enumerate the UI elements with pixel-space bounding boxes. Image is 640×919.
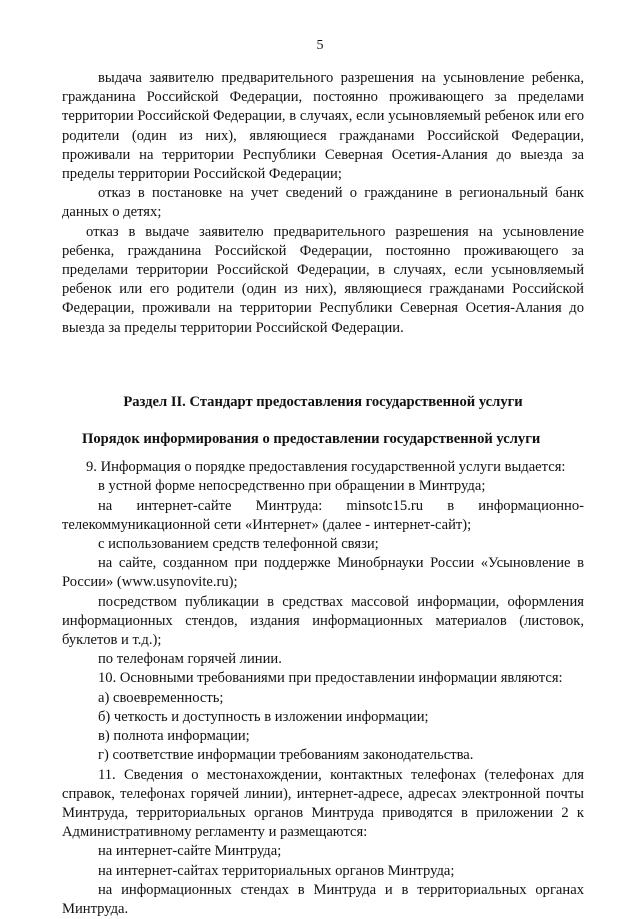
section-subtitle: Порядок информирования о предоставлении государственной услуги — [82, 431, 541, 448]
body-paragraph: по телефонам горячей линии. — [98, 651, 282, 668]
section-title: Раздел II. Стандарт предоставления государственной услуги — [123, 393, 523, 410]
body-paragraph: на интернет-сайте Минтруда: minsotc15.ru в информационно-телекоммуникационной сети «Интернет» (далее - интернет-сайт); — [62, 497, 584, 533]
intro-paragraph: выдача заявителю предварительного разрешения на усыновление ребенка, гражданина Российской Федерации, постоянно проживающего за пределами территории Российской Федерации, в случаях, если усыновляемый ребенок или его родители (один из них), являющиеся гражданами Российской Федерации, проживали на территории Республики Северная Осетия-Алания до выезда за пределы территории Российской Федерации; — [62, 70, 584, 183]
body-paragraph: 9. Информация о порядке предоставления государственной услуги выдается: — [86, 459, 566, 476]
body-paragraph: 11. Сведения о местонахождении, контактных телефонах (телефонах для справок, телефонах горячей линии), интернет-адресе, адресах электронной почты Минтруда, территориальных органов Минтруда приводятся в приложении 2 к Административному регламенту и размещаются: — [62, 766, 584, 841]
list-item: б) четкость и доступность в изложении информации; — [98, 708, 429, 725]
list-item: на интернет-сайте Минтруда; — [98, 843, 282, 860]
list-item: на интернет-сайтах территориальных органов Минтруда; — [98, 862, 455, 879]
list-item: а) своевременность; — [98, 689, 224, 706]
spacer — [62, 338, 584, 393]
spacer — [62, 449, 584, 458]
body-paragraph: 10. Основными требованиями при предоставлении информации являются: — [98, 670, 563, 687]
list-item: на информационных стендах в Минтруда и в территориальных органах Минтруда. — [62, 881, 584, 917]
body-paragraph: посредством публикации в средствах массовой информации, оформления информационных стендов, издания информационных материалов (листовок, буклетов и т.д.); — [62, 593, 584, 649]
page-number: 5 — [316, 38, 324, 53]
body-paragraph: с использованием средств телефонной связи; — [98, 536, 379, 553]
spacer — [62, 412, 584, 430]
body-paragraph: в устной форме непосредственно при обращении в Минтруда; — [98, 478, 486, 495]
list-item: в) полнота информации; — [98, 728, 250, 745]
intro-paragraph: отказ в постановке на учет сведений о гражданине в региональный банк данных о детях; — [62, 185, 584, 221]
intro-paragraph: отказ в выдаче заявителю предварительного разрешения на усыновление ребенка, гражданина Российской Федерации, постоянно проживающего за пределами территории Российской Федерации, в случаях, если усыновляемый ребенок или его родители (один из них), являющиеся гражданами Российской Федерации, проживали на территории Республики Северная Осетия-Алания до выезда за пределы территории Российской Федерации. — [62, 223, 584, 336]
body-paragraph: на сайте, созданном при поддержке Минобрнауки России «Усыновление в России» (www.usynovite.ru); — [62, 555, 584, 591]
list-item: г) соответствие информации требованиям законодательства. — [98, 747, 474, 764]
page-content — [62, 69, 584, 919]
